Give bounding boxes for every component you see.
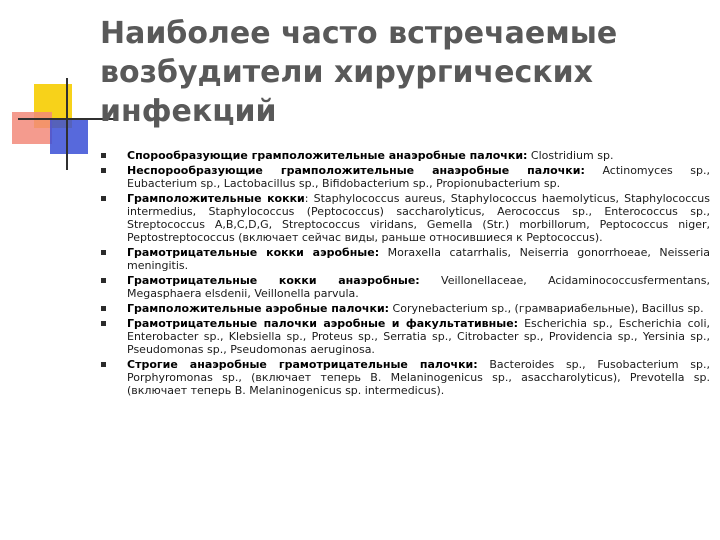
- item-term: Грамотрицательные кокки анаэробные:: [127, 274, 420, 287]
- item-text: Escherichia sp., Escherichia coli, Enterobacter sp., Klebsiella sp., Proteus sp., Serratia sp., Citrobacter sp., Providencia sp., Yersinia sp., Pseudomonas sp., Pseudomonas aeruginosa.: [127, 317, 710, 356]
- item-term: Грамотрицательные палочки аэробные и факультативные:: [127, 317, 519, 330]
- list-item: [100, 274, 710, 300]
- slide-title: Наиболее часто встречаемые возбудители хирургических инфекций: [100, 16, 618, 129]
- decor-vertical-line: [66, 78, 68, 170]
- square-bullet-icon: [101, 321, 106, 326]
- item-text: Bacteroides sp., Fusobacterium sp., Porphyromonas sp., (включает теперь B. Melaninogenicus sp., asaccharolyticus), Prevotella sp. (включает теперь B. Melaninogenicus sp. intermedicus).: [127, 358, 710, 397]
- item-term: Спорообразующие грамположительные анаэробные палочки:: [127, 149, 528, 162]
- decor-blue-square: [50, 118, 88, 154]
- decor-red-square: [12, 112, 52, 144]
- item-term: Строгие анаэробные грамотрицательные палочки:: [127, 358, 478, 371]
- square-bullet-icon: [101, 306, 106, 311]
- list-item: [100, 246, 710, 272]
- item-text: Corynebacterium sp., (грамвариабельные), Bacillus sp.: [389, 302, 704, 315]
- list-item: [100, 302, 710, 315]
- list-item: [100, 149, 710, 162]
- item-text: Moraxella catarrhalis, Neiserria gonorrhoeae, Neisseria meningitis.: [127, 246, 710, 272]
- item-text: Clostridium sp.: [527, 149, 614, 162]
- square-bullet-icon: [101, 153, 106, 158]
- item-term: Грамотрицательные кокки аэробные:: [127, 246, 380, 259]
- item-text: : Staphylococcus aureus, Staphylococcus haemolyticus, Staphylococcus intermedius, Staphylococcus (Peptococcus) saccharolyticus, Aerococcus sp., Enterococcus sp., Streptococcus A,B,C,D,G, Streptococcus viridans, Gemella (Str.) morbillorum, Peptococcus niger, Peptostreptococcus (включает сейчас виды, раньше относившиеся к Peptococcus).: [127, 192, 710, 244]
- item-term: Неспорообразующие грамположительные анаэробные палочки:: [127, 164, 585, 177]
- item-text: Actinomyces sp., Eubacterium sp., Lactobacillus sp., Bifidobacterium sp., Propionubacterium sp.: [127, 164, 711, 190]
- square-bullet-icon: [101, 168, 106, 173]
- list-item: [100, 317, 710, 356]
- square-bullet-icon: [101, 250, 106, 255]
- item-term: Грамположительные аэробные палочки:: [127, 302, 390, 315]
- list-item: [100, 164, 710, 190]
- item-text: Veillonellaceae, Acidaminococcusfermentans, Megasphaera elsdenii, Veillonella parvula.: [127, 274, 710, 300]
- item-term: Грамположительные кокки: [127, 192, 305, 205]
- square-bullet-icon: [101, 278, 106, 283]
- square-bullet-icon: [101, 196, 106, 201]
- list-item: [100, 358, 710, 397]
- list-item: [100, 192, 710, 244]
- square-bullet-icon: [101, 362, 106, 367]
- bullet-list: [100, 149, 710, 397]
